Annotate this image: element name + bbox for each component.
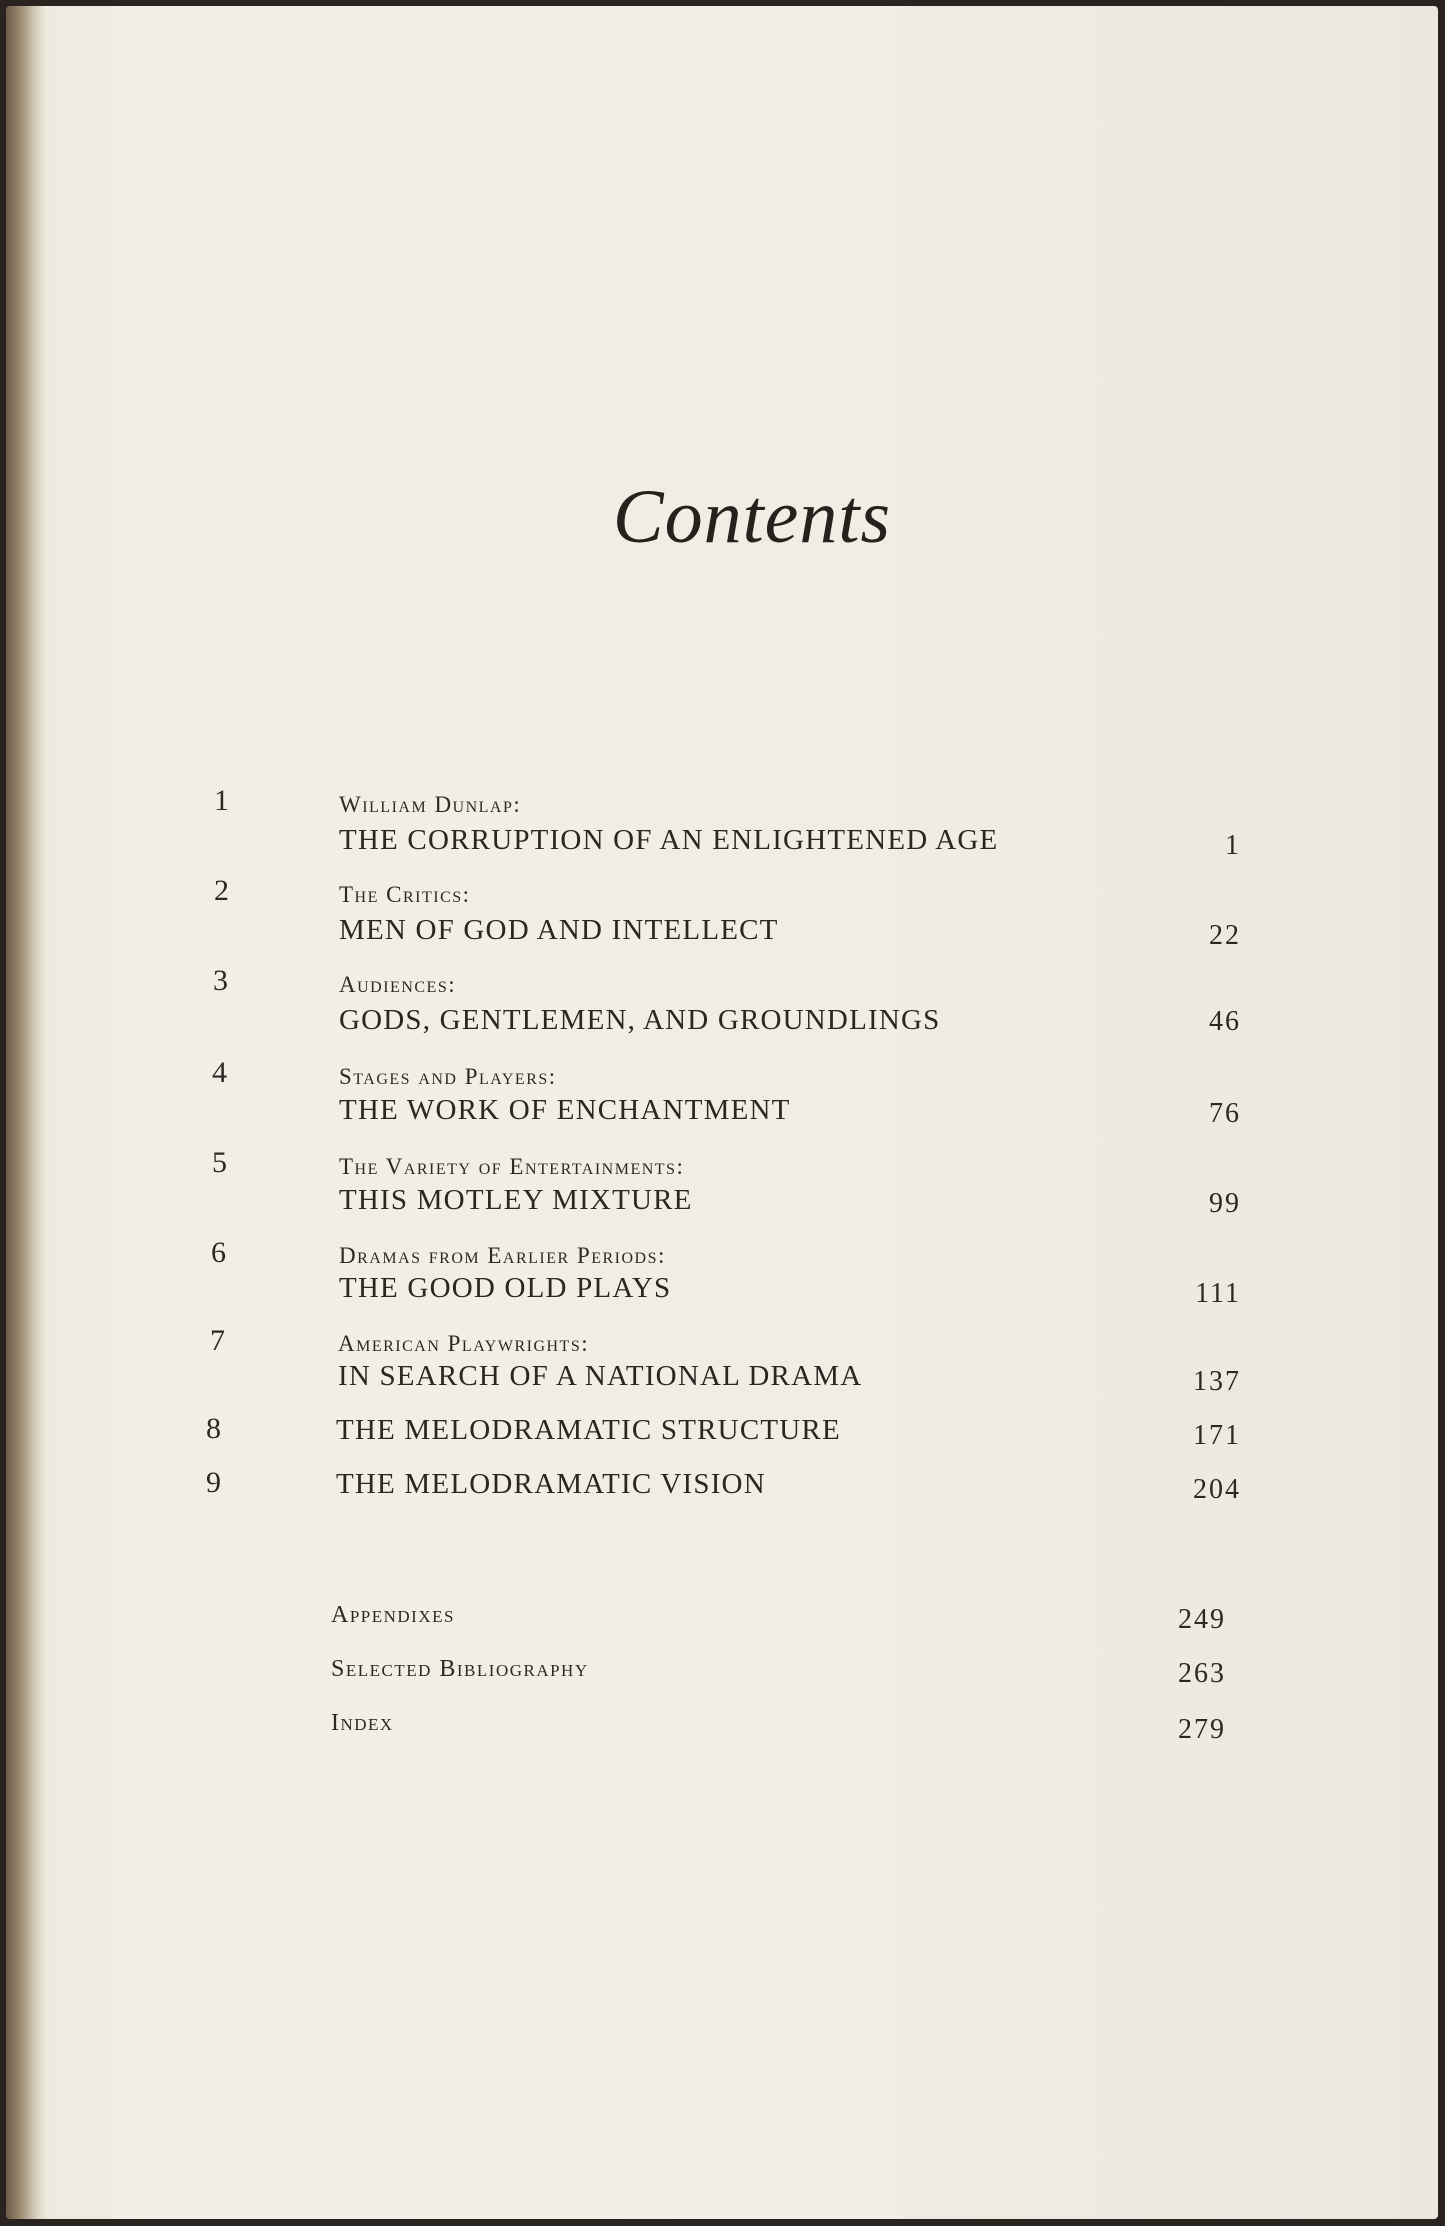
chapter-title: THE MELODRAMATIC STRUCTURE <box>336 1414 841 1446</box>
chapter-title: THE CORRUPTION OF AN ENLIGHTENED AGE <box>339 824 999 856</box>
chapter-title: THIS MOTLEY MIXTURE <box>339 1184 693 1216</box>
chapter-title: THE GOOD OLD PLAYS <box>339 1272 672 1304</box>
back-matter-page: 249 <box>1178 1604 1226 1635</box>
back-matter-page: 279 <box>1178 1714 1226 1745</box>
chapter-page: 171 <box>1193 1420 1241 1451</box>
chapter-title: MEN OF GOD AND INTELLECT <box>339 914 779 946</box>
chapter-number: 7 <box>210 1324 225 1357</box>
chapter-kicker: The Critics: <box>339 882 471 907</box>
back-matter-label: Selected Bibliography <box>331 1656 589 1682</box>
chapter-title: THE MELODRAMATIC VISION <box>336 1468 766 1500</box>
back-matter-label: Appendixes <box>331 1602 455 1628</box>
chapter-page: 22 <box>1209 920 1241 951</box>
back-matter-label: Index <box>331 1710 394 1736</box>
chapter-title: GODS, GENTLEMEN, AND GROUNDLINGS <box>339 1004 941 1036</box>
chapter-number: 1 <box>214 784 229 817</box>
chapter-page: 1 <box>1225 830 1241 861</box>
chapter-number: 4 <box>212 1056 227 1089</box>
chapter-number: 6 <box>211 1236 226 1269</box>
chapter-kicker: Dramas from Earlier Periods: <box>339 1243 666 1268</box>
chapter-page: 76 <box>1209 1098 1241 1129</box>
chapter-number: 9 <box>206 1466 221 1499</box>
chapter-kicker: The Variety of Entertainments: <box>339 1154 685 1179</box>
chapter-page: 99 <box>1209 1188 1241 1219</box>
chapter-number: 3 <box>213 964 228 997</box>
chapter-kicker: William Dunlap: <box>339 792 522 817</box>
back-matter-page: 263 <box>1178 1658 1226 1689</box>
chapter-number: 5 <box>212 1146 227 1179</box>
chapter-kicker: American Playwrights: <box>338 1331 590 1356</box>
chapter-title: THE WORK OF ENCHANTMENT <box>339 1094 791 1126</box>
chapter-title: IN SEARCH OF A NATIONAL DRAMA <box>338 1360 863 1392</box>
book-page <box>6 6 1438 2219</box>
chapter-page: 137 <box>1193 1366 1241 1397</box>
spine-shadow <box>6 6 46 2219</box>
chapter-page: 46 <box>1209 1006 1241 1037</box>
chapter-page: 204 <box>1193 1474 1241 1505</box>
chapter-kicker: Audiences: <box>339 972 457 997</box>
chapter-kicker: Stages and Players: <box>339 1064 557 1089</box>
chapter-page: 111 <box>1195 1278 1241 1309</box>
page-title: Contents <box>612 475 892 559</box>
chapter-number: 8 <box>206 1412 221 1445</box>
chapter-number: 2 <box>214 874 229 907</box>
